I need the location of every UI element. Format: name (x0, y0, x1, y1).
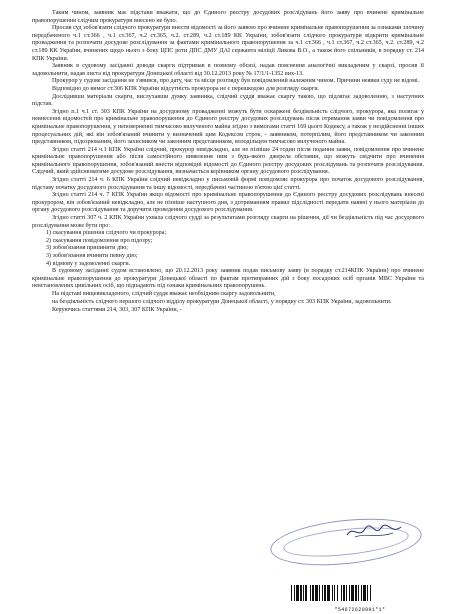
list-item: 2) скасування повідомлення про підозру; (46, 237, 153, 244)
paragraph-article-214-7: Згідно статті 214 ч. 7 КПК України якщо відомості про кримінальне правопорушення до Єдиного реєстру досудових розслідувань внесені прокурором, він зобов'язаний невідкладно, але не пізніше наступного дня, з дотриманням правил підслідності передати наявні у нього матеріали до органу досудового розслідування та доручити проведення досудового розслідування. (32, 192, 424, 214)
paragraph-article-214-1: Згідно статті 214 ч.1 КПК України слідчий, прокурор невідкладно, але не пізніше 24 годин після подання заяви, повідомлення про вчинене кримінальне правопорушення або після самостійного виявлення ним з будь-якого джерела обставин, що можуть свідчити про вчинення кримінального правопорушення, зобов'язаний внести відповідні відомості до Єдиного реєстру досудових розслідувань та розпочати розслідування. Слідчий, який здійснюватиме досудове розслідування, визначається керівником органу досудового розслідування. (32, 146, 424, 176)
court-stamp (268, 512, 424, 572)
list-item: 4) відмову у задоволенні скарги. (46, 260, 131, 267)
paragraph-article-303: Згідно п.1 ч.1 ст. 303 КПК України на досудовому провадженні можуть бути оскаржені бездіяльність слідчого, прокурора, яка полягає у невнесенні відомостей про кримінальне правопорушення до Єдиного реєстру досудових розслідувань після отримання заяви чи повідомлення про кримінальне правопорушення, у неповерненні тимчасово вилученого майна згідно з вимогами статті 169 цього Кодексу, а також у нездійсненні інших процесуальних дій, які він зобов'язаний вчинити у визначений цим Кодексом строк, - заявником, потерпілим, його представником чи законним представником, підозрюваним, його захисником чи законним представником, володільцем тимчасово вилученого майна. (32, 108, 424, 146)
barcode-number: *54672620991*1* (334, 607, 386, 613)
list-item: 3) зобов'язання припинити дію; (46, 245, 129, 252)
paragraph-request: Просив суд зобов'язати слідчого прокуратури внести відомості за його заявою про вчинене кримінальне правопорушення за ознаками злочину передбаченого ч.1 ст.366 , ч.1 ст.367, ч.2 ст.365, ч.2. ст.289, ч.2 ст.189 КК України, зобов'язати слідчого прокуратури відкрити кримінальне провадження та розпочати досудове розслідування за фактами кримінального правопорушення за ч.1 ст.366 , ч.1 ст.367, ч.2 ст.365, ч.2. ст.289, ч.2 ст.189 КК України, вчинених щодо нього з боку ЦПС роти ДПС ДМУ ДАІ сержанта міліції Ликова В.О., а також його спільників, в порядку ст. 214 КПК України. (32, 25, 424, 62)
list-item: 3) зобов'язання вчинити певну дію; (46, 253, 138, 259)
paragraph-conclusion: Таким чином, заявник має підстави вважати, що до Єдиного реєстру досудових розслідувань його заяву про вчинене кримінальне правопорушення слідчим прокуратури внесено не було. (32, 10, 424, 24)
paragraph-article-306: Відповідно до вимог ст.306 КПК України відсутність прокурора не є перешкодою для розгляду скарги. (52, 85, 320, 92)
paragraph-guided-by: Керуючись статтями 214, 303, 307 КПК України, - (52, 307, 182, 314)
paragraph-established-facts: В судовому засіданні судом встановлено, що 20.12.2013 року заявник подав письмову заяву (в порядку ст.214КПК України) про вчинене кримінальне правопорушення до прокуратури Донецької області по фактам протиправних дій з боку посадових осіб органів МВС України та невстановлених цивільних осіб, що підпадають під ознаки кримінальних правопорушень. (32, 268, 424, 290)
paragraph-review: Дослідивши матеріали скарги, вислухавши думку заявника, слідчий суддя вважає скаргу такою, що підлягає задоволенню, з наступних підстав. (32, 93, 424, 108)
list-item: 1) скасування рішення слідчого чи прокурора; (46, 230, 167, 237)
paragraph-complaint-granted: на бездіяльність слідчого першого слідчого відділу прокуратури Донецької області, у порядку ст. 303 КПК України, задовольнити. (52, 298, 392, 305)
ruling-options-list (32, 230, 424, 268)
paragraph-decision: На підставі вищевикладеного, слідчий суддя вважає необхідним скаргу задовольнити, (52, 290, 276, 297)
barcode-block (290, 585, 430, 611)
paragraph-prosecutor-absence: Прокурор у судове засідання не з'явився, про дату, час та місце розгляду був повідомлений належним чином. Причини неявки суду не відомі. (52, 78, 420, 85)
document-body (32, 10, 424, 315)
barcode (290, 585, 430, 601)
paragraph-hearing: Заявник в судовому засіданні доводи скарги підтримав в повному обсязі, надав пояснення аналогічні викладеним у скарзі, просив її задовольнити, надав листа від прокуратури Донецької області від 30.12.2013 року № 17/1/1-1352 вих-13. (32, 63, 424, 77)
signature-scribble (345, 523, 403, 541)
paragraph-article-307: Згідно статті 307 ч. 2 КПК України ухвала слідчого судді за результатами розгляду скарги на рішення, дії чи бездіяльність під час досудового розслідування може бути про: (32, 215, 424, 229)
paragraph-article-214-6: Згідно статті 214 ч. 6 КПК України слідчий невідкладно у письмовій формі повідомляє прокурора про початок досудового розслідування, підставу початку досудового розслідування та іншу відомості, передбачені частиною п'ятою цієї статті. (32, 177, 424, 191)
